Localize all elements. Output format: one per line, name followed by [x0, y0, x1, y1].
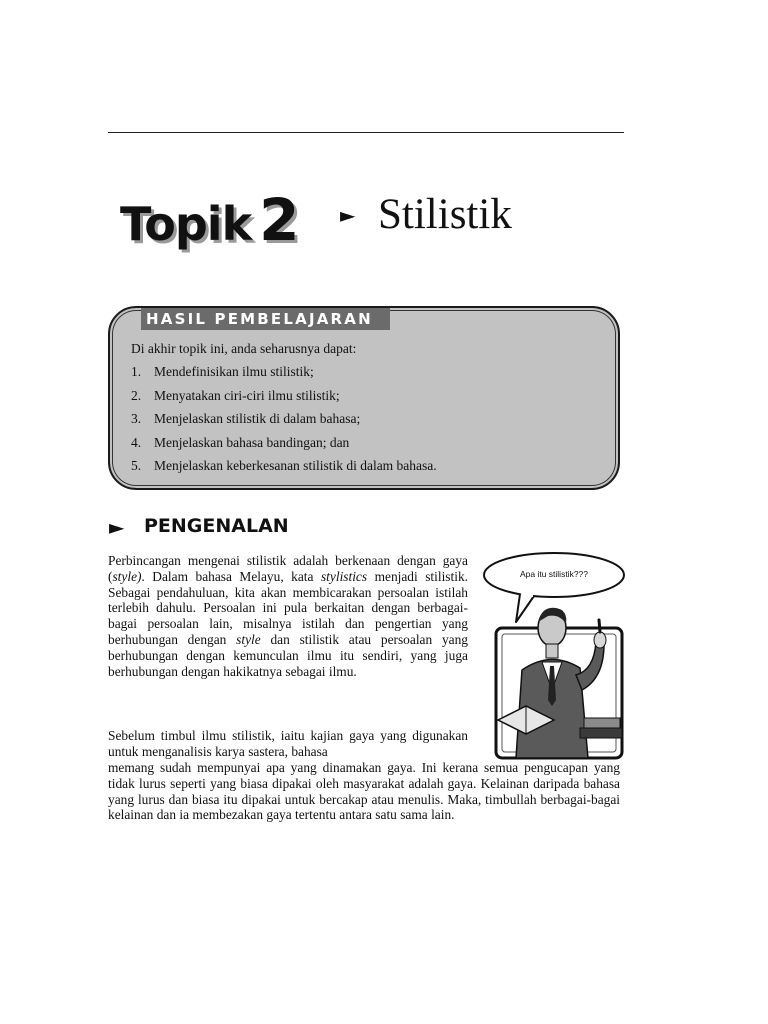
- italic-term: stylistics: [320, 568, 368, 584]
- title-arrow-icon: ►: [340, 203, 356, 227]
- stacked-book-icon: [580, 728, 622, 738]
- section-heading: PENGENALAN: [144, 515, 289, 537]
- page-title: Stilistik: [378, 191, 512, 238]
- teacher-neck: [546, 644, 558, 658]
- topik-word: Topik: [120, 197, 252, 251]
- topik-number: 2: [259, 186, 299, 254]
- teacher-hand: [594, 632, 606, 648]
- list-item: [131, 388, 437, 412]
- header-rule: [108, 132, 624, 133]
- item-text: Menjelaskan bahasa bandingan; dan: [154, 434, 350, 450]
- item-text: Menjelaskan stilistik di dalam bahasa;: [154, 411, 361, 426]
- section-arrow-icon: ►: [109, 515, 125, 539]
- paragraph-second-bottom: memang sudah mempunyai apa yang dinamakan gaya. Ini kerana semua pengucapan yang tidak lurus seperti yang biasa dipakai oleh masyarakat adalah gaya. Kelainan daripada bahasa yang lurus dan biasa itu dipakai untuk bercakap atau menulis. Maka, timbullah berbagai-bagai kelainan dan ia membezakan gaya tertentu antara satu sama lain.: [108, 760, 620, 823]
- item-number: 4.: [131, 434, 142, 450]
- learning-outcomes-heading: HASIL PEMBELAJARAN: [141, 308, 390, 330]
- item-text: Menjelaskan keberkesanan stilistik di dalam bahasa.: [154, 458, 437, 473]
- bubble-tail-mask: [521, 593, 533, 597]
- stacked-book-icon: [584, 718, 620, 728]
- item-number: 2.: [131, 387, 142, 403]
- paragraph-second-top: Sebelum timbul ilmu stilistik, iaitu kajian gaya yang digunakan untuk menganalisis karya sastera, bahasa: [108, 728, 468, 759]
- list-item: [131, 411, 437, 435]
- italic-term: style): [112, 568, 142, 584]
- text-run: Perbincangan mengenai stilistik adalah berkenaan dengan gaya (: [108, 553, 468, 584]
- list-item: [131, 435, 437, 459]
- item-text: Menyatakan ciri-ciri ilmu stilistik;: [154, 387, 340, 403]
- item-number: 5.: [131, 458, 142, 473]
- learning-outcomes-list: [131, 364, 437, 482]
- topic-number-heading: [120, 186, 299, 254]
- teacher-illustration: [476, 550, 626, 760]
- list-item: [131, 364, 437, 388]
- text-run: . Dalam bahasa Melayu, kata: [141, 568, 321, 584]
- text-run: menjadi stilistik. Sebagai pendahuluan, kita akan membicarakan persoalan istilah terlebih dahulu. Persoalan ini pula berkaitan dengan berbagai-bagai persoalan lain, misalnya istilah dan pengertian yang berhubungan dengan: [108, 568, 469, 647]
- speech-bubble-tail: [516, 594, 534, 622]
- speech-bubble-text: Apa itu stilistik???: [519, 569, 589, 579]
- pointing-finger: [599, 620, 600, 632]
- paragraph-intro: [108, 553, 468, 679]
- italic-term: style: [236, 631, 261, 647]
- text-run: dan stilistik atau persoalan yang berhubungan dengan kemunculan ilmu itu sendiri, yang juga berhubungan dengan hakikatnya sebagai ilmu.: [108, 631, 468, 679]
- learning-outcomes-intro: Di akhir topik ini, anda seharusnya dapat:: [131, 341, 357, 356]
- item-text: Mendefinisikan ilmu stilistik;: [154, 364, 314, 379]
- item-number: 1.: [131, 364, 142, 379]
- list-item: [131, 458, 437, 482]
- item-number: 3.: [131, 411, 142, 426]
